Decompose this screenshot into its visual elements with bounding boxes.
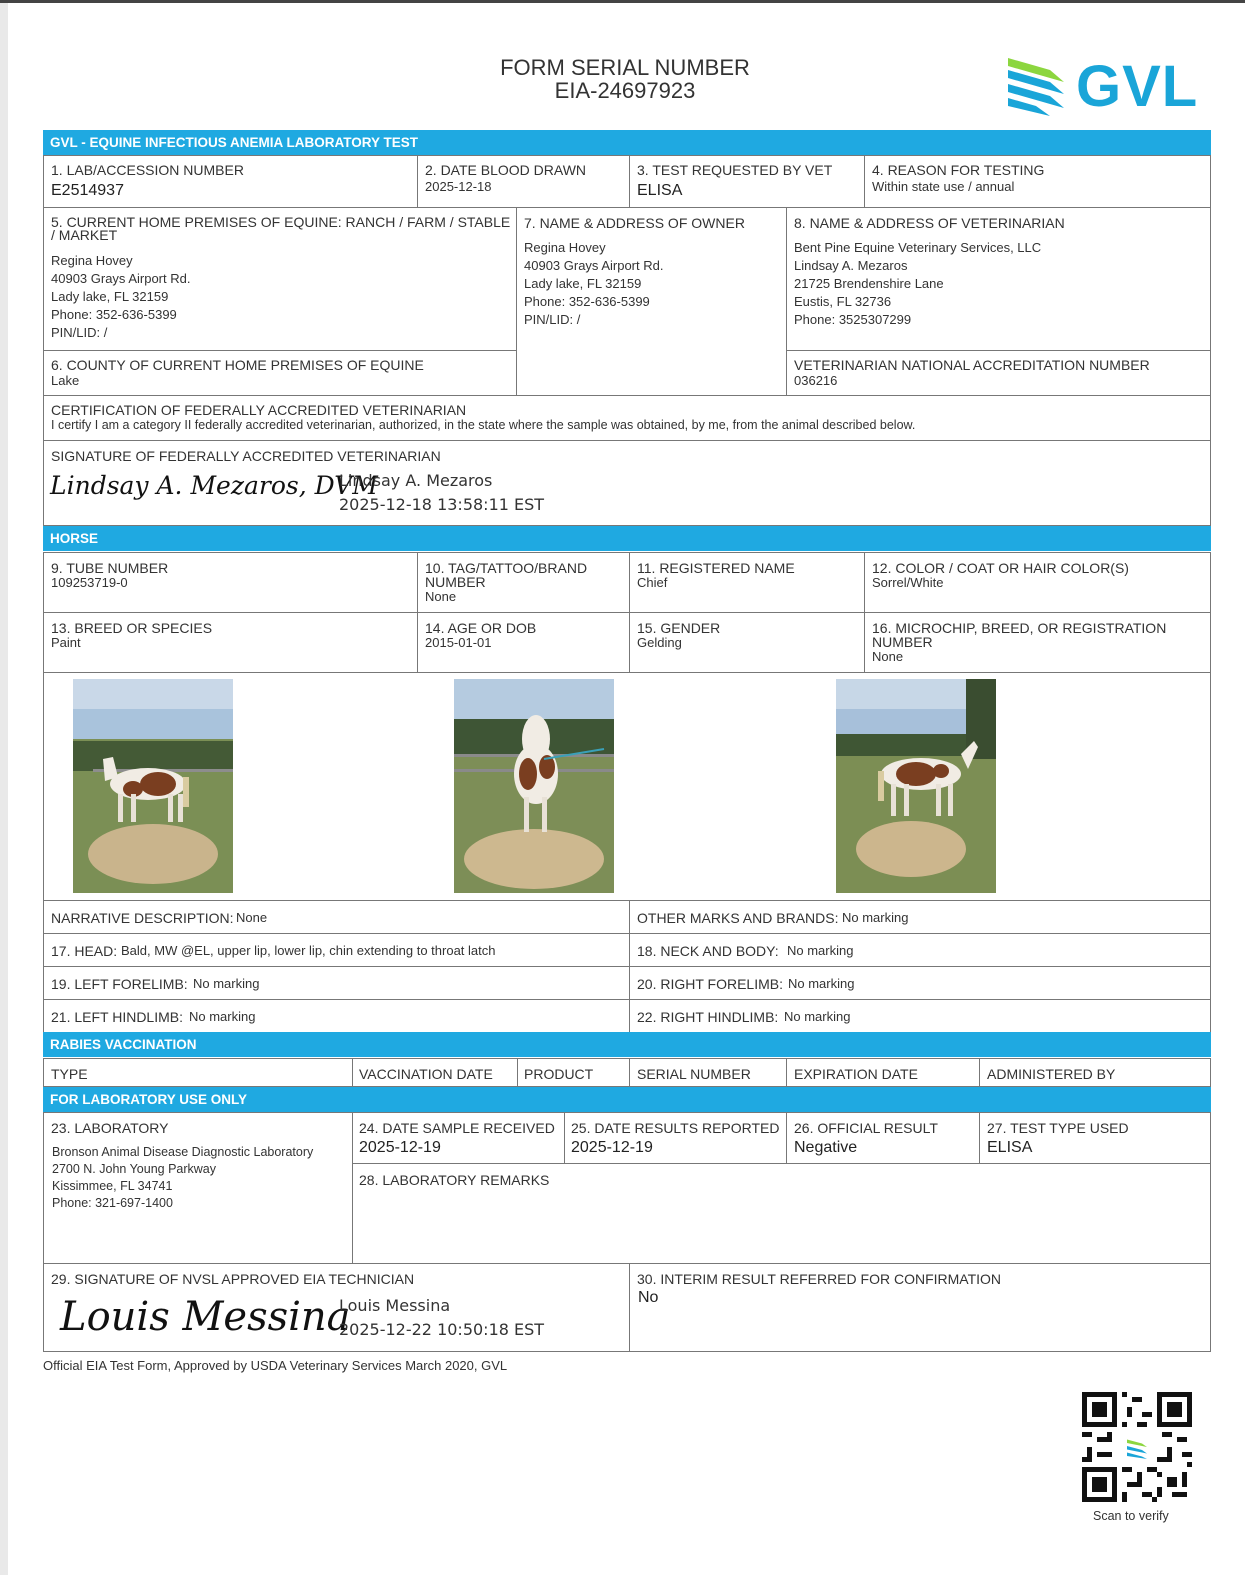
field-19-value: No marking — [193, 976, 260, 991]
address-line: Regina Hovey — [51, 253, 133, 268]
vet-signature-label: SIGNATURE OF FEDERALLY ACCREDITED VETERINARIAN — [51, 448, 441, 464]
section-test-header: GVL - EQUINE INFECTIOUS ANEMIA LABORATORY TEST — [43, 130, 1211, 155]
field-27-box — [979, 1112, 1211, 1164]
field-19-box — [43, 966, 630, 1000]
field-24-box — [352, 1112, 565, 1164]
field-4-label: 4. REASON FOR TESTING — [872, 162, 1045, 178]
rabies-col-serial — [629, 1058, 787, 1087]
vet-signature-datetime: 2025-12-18 13:58:11 EST — [339, 495, 545, 514]
field-3-box — [629, 155, 865, 208]
field-21-box — [43, 999, 630, 1033]
horse-photo-right[interactable] — [836, 679, 996, 893]
narrative-value: None — [236, 910, 268, 925]
address-line: 40903 Grays Airport Rd. — [51, 271, 191, 286]
logo-text: GVL — [1076, 54, 1199, 119]
field-11-value: Chief — [637, 575, 668, 590]
address-line: Lindsay A. Mezaros — [794, 258, 908, 273]
field-13-box — [43, 612, 418, 673]
field-7-box — [516, 207, 787, 396]
field-9-box — [43, 552, 418, 613]
field-17-box — [43, 933, 630, 967]
certification-box — [43, 395, 1211, 441]
field-4-value: Within state use / annual — [872, 179, 1015, 194]
vet-signature-stamp — [339, 469, 544, 517]
address-line: 40903 Grays Airport Rd. — [524, 258, 664, 273]
field-15-value: Gelding — [637, 635, 682, 650]
field-1-label: 1. LAB/ACCESSION NUMBER — [51, 162, 244, 178]
field-29-box — [43, 1263, 630, 1352]
address-line: Eustis, FL 32736 — [794, 294, 892, 309]
field-27-value: ELISA — [987, 1139, 1033, 1156]
rabies-col-expiration — [786, 1058, 980, 1087]
address-line: Phone: 352-636-5399 — [524, 294, 650, 309]
field-18-value: No marking — [787, 943, 854, 958]
field-30-value: No — [638, 1289, 659, 1306]
field-13-value: Paint — [51, 635, 81, 650]
field-8-label: 8. NAME & ADDRESS OF VETERINARIAN — [794, 215, 1065, 231]
page-edge — [0, 0, 8, 1575]
form-serial-header — [440, 56, 810, 102]
field-28-box — [352, 1163, 1211, 1264]
field-9-label: 9. TUBE NUMBER — [51, 560, 169, 576]
field-23-address — [52, 1144, 313, 1212]
field-14-value: 2015-01-01 — [425, 635, 492, 650]
field-14-box — [417, 612, 630, 673]
field-6-box — [43, 350, 517, 396]
field-22-value: No marking — [784, 1009, 851, 1024]
rabies-col-label: PRODUCT — [524, 1066, 594, 1082]
field-17-label: 17. HEAD: — [51, 943, 118, 959]
field-22-box — [629, 999, 1211, 1033]
address-line: Lady lake, FL 32159 — [51, 289, 169, 304]
address-line: Phone: 321-697-1400 — [52, 1196, 173, 1210]
address-line: 21725 Brendenshire Lane — [794, 276, 944, 291]
field-15-label: 15. GENDER — [637, 620, 721, 636]
field-14-label: 14. AGE OR DOB — [425, 620, 537, 636]
accreditation-label: VETERINARIAN NATIONAL ACCREDITATION NUMBER — [794, 357, 1150, 373]
field-2-value: 2025-12-18 — [425, 179, 492, 194]
rabies-col-date — [352, 1058, 518, 1087]
field-23-box — [43, 1112, 353, 1264]
field-25-label: 25. DATE RESULTS REPORTED — [571, 1120, 780, 1136]
field-7-label: 7. NAME & ADDRESS OF OWNER — [524, 215, 745, 231]
accreditation-value: 036216 — [794, 373, 838, 388]
field-6-value: Lake — [51, 373, 80, 388]
field-15-box — [629, 612, 865, 673]
field-2-label: 2. DATE BLOOD DRAWN — [425, 162, 587, 178]
field-23-label: 23. LABORATORY — [51, 1120, 169, 1136]
field-12-value: Sorrel/White — [872, 575, 944, 590]
other-marks-value: No marking — [842, 910, 909, 925]
field-18-label: 18. NECK AND BODY: — [637, 943, 779, 959]
rabies-col-label: ADMINISTERED BY — [987, 1066, 1116, 1082]
field-4-box — [864, 155, 1211, 208]
rabies-col-label: VACCINATION DATE — [359, 1066, 493, 1082]
field-11-label: 11. REGISTERED NAME — [637, 560, 795, 576]
field-5-box — [43, 207, 517, 351]
field-3-label: 3. TEST REQUESTED BY VET — [637, 162, 833, 178]
field-30-box — [629, 1263, 1211, 1352]
certification-text: I certify I am a category II federally accredited veterinarian, authorized, in the state where the sample was obtained, by me, from the animal described below. — [51, 418, 916, 432]
certification-label: CERTIFICATION OF FEDERALLY ACCREDITED VETERINARIAN — [51, 402, 467, 418]
field-21-value: No marking — [189, 1009, 256, 1024]
field-27-label: 27. TEST TYPE USED — [987, 1120, 1129, 1136]
field-18-box — [629, 933, 1211, 967]
horse-photo-left[interactable] — [73, 679, 233, 893]
vet-signature-script: Lindsay A. Mezaros, DVM — [50, 471, 378, 500]
section-lab-header: FOR LABORATORY USE ONLY — [43, 1087, 1211, 1112]
address-line: Regina Hovey — [524, 240, 606, 255]
technician-signature-script: Louis Messina — [60, 1294, 351, 1340]
field-5-address — [51, 252, 190, 342]
serial-label: FORM SERIAL NUMBER — [500, 55, 750, 80]
page-top-edge — [0, 0, 1245, 3]
field-26-value: Negative — [794, 1139, 858, 1156]
qr-code[interactable] — [1082, 1392, 1192, 1502]
field-29-label: 29. SIGNATURE OF NVSL APPROVED EIA TECHNICIAN — [51, 1271, 415, 1287]
field-8-box — [786, 207, 1211, 351]
field-5-label: 5. CURRENT HOME PREMISES OF EQUINE: RANCH / FARM / STABLE / MARKET — [51, 214, 511, 243]
other-marks-box — [629, 900, 1211, 934]
rabies-col-label: TYPE — [51, 1066, 88, 1082]
narrative-label: NARRATIVE DESCRIPTION: — [51, 910, 234, 926]
field-1-box — [43, 155, 418, 208]
field-10-value: None — [425, 589, 457, 604]
rabies-col-type — [43, 1058, 353, 1087]
field-9-value: 109253719-0 — [51, 575, 128, 590]
serial-number: EIA-24697923 — [554, 78, 696, 103]
rabies-col-product — [517, 1058, 630, 1087]
footer-note: Official EIA Test Form, Approved by USDA Veterinary Services March 2020, GVL — [43, 1358, 508, 1373]
scan-to-verify-label: Scan to verify — [1093, 1509, 1169, 1523]
technician-signature-datetime: 2025-12-22 10:50:18 EST — [339, 1320, 545, 1339]
field-21-label: 21. LEFT HINDLIMB: — [51, 1009, 184, 1025]
field-26-label: 26. OFFICIAL RESULT — [794, 1120, 938, 1136]
field-16-value: None — [872, 649, 904, 664]
address-line: PIN/LID: / — [524, 312, 581, 327]
technician-signature-name: Louis Messina — [339, 1296, 451, 1315]
address-line: PIN/LID: / — [51, 325, 108, 340]
field-12-box — [864, 552, 1211, 613]
field-20-box — [629, 966, 1211, 1000]
field-10-box — [417, 552, 630, 613]
other-marks-label: OTHER MARKS AND BRANDS: — [637, 910, 839, 926]
field-24-label: 24. DATE SAMPLE RECEIVED — [359, 1120, 555, 1136]
address-line: Phone: 3525307299 — [794, 312, 912, 327]
field-7-address — [524, 239, 663, 329]
vet-signature-box — [43, 440, 1211, 526]
accreditation-box — [786, 350, 1211, 396]
field-24-value: 2025-12-19 — [359, 1139, 441, 1156]
field-28-label: 28. LABORATORY REMARKS — [359, 1172, 550, 1188]
field-10-label: 10. TAG/TATTOO/BRAND NUMBER — [425, 560, 588, 590]
field-2-box — [417, 155, 630, 208]
narrative-box — [43, 900, 630, 934]
field-25-value: 2025-12-19 — [571, 1139, 653, 1156]
rabies-col-label: EXPIRATION DATE — [794, 1066, 918, 1082]
field-16-box — [864, 612, 1211, 673]
gvl-logo — [1006, 52, 1211, 122]
address-line: Phone: 352-636-5399 — [51, 307, 177, 322]
field-6-label: 6. COUNTY OF CURRENT HOME PREMISES OF EQUINE — [51, 357, 424, 373]
field-19-label: 19. LEFT FORELIMB: — [51, 976, 188, 992]
horse-photos-box — [43, 672, 1211, 901]
field-26-box — [786, 1112, 980, 1164]
field-8-address — [794, 239, 1041, 329]
field-3-value: ELISA — [637, 182, 683, 199]
gvl-logo-icon — [1006, 52, 1068, 116]
field-30-label: 30. INTERIM RESULT REFERRED FOR CONFIRMATION — [637, 1271, 1002, 1287]
field-13-label: 13. BREED OR SPECIES — [51, 620, 213, 636]
rabies-col-administered — [979, 1058, 1211, 1087]
address-line: Lady lake, FL 32159 — [524, 276, 642, 291]
field-17-value: Bald, MW @EL, upper lip, lower lip, chin extending to throat latch — [121, 943, 496, 958]
field-22-label: 22. RIGHT HINDLIMB: — [637, 1009, 779, 1025]
rabies-col-label: SERIAL NUMBER — [637, 1066, 751, 1082]
field-25-box — [564, 1112, 787, 1164]
field-16-label: 16. MICROCHIP, BREED, OR REGISTRATION NUMBER — [872, 620, 1167, 650]
field-11-box — [629, 552, 865, 613]
horse-photo-center[interactable] — [454, 679, 614, 893]
field-1-value: E2514937 — [51, 182, 124, 199]
field-20-label: 20. RIGHT FORELIMB: — [637, 976, 783, 992]
address-line: Kissimmee, FL 34741 — [52, 1179, 173, 1193]
vet-signature-name: Lindsay A. Mezaros — [339, 471, 493, 490]
address-line: Bronson Animal Disease Diagnostic Laboratory — [52, 1145, 314, 1159]
address-line: 2700 N. John Young Parkway — [52, 1162, 217, 1176]
field-12-label: 12. COLOR / COAT OR HAIR COLOR(S) — [872, 560, 1129, 576]
address-line: Bent Pine Equine Veterinary Services, LLC — [794, 240, 1042, 255]
field-20-value: No marking — [788, 976, 855, 991]
section-horse-header: HORSE — [43, 526, 1211, 551]
section-rabies-header: RABIES VACCINATION — [43, 1032, 1211, 1057]
technician-signature-stamp — [339, 1294, 544, 1342]
